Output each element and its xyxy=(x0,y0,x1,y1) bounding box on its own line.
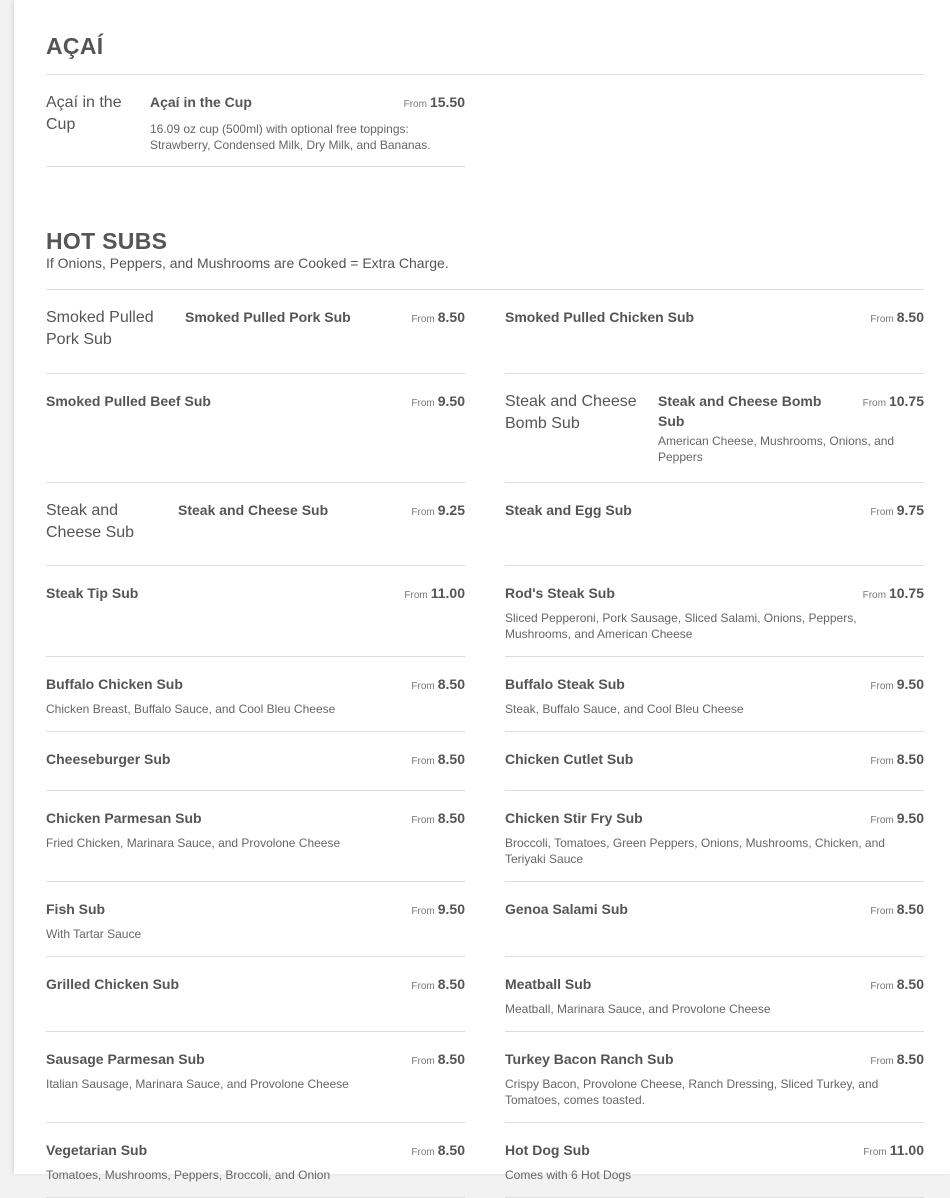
price-from-label: From xyxy=(870,507,894,518)
item-name: Rod's Steak Sub xyxy=(505,585,615,601)
price-value: 8.50 xyxy=(896,751,924,767)
menu-item-hot-dog-sub[interactable] xyxy=(505,1123,924,1198)
item-description: Comes with 6 Hot Dogs xyxy=(505,1168,632,1182)
price-from-label: From xyxy=(870,756,894,767)
item-description: American Cheese, Mushrooms, Onions, and Peppers xyxy=(658,434,895,464)
item-description: With Tartar Sauce xyxy=(46,927,142,941)
item-description: 16.09 oz cup (500ml) with optional free toppings: Strawberry, Condensed Milk, Dry Milk, and Bananas. xyxy=(150,122,431,152)
item-body xyxy=(46,1049,465,1122)
item-price xyxy=(870,808,924,831)
item-name: Cheeseburger Sub xyxy=(46,751,171,767)
menu-item-sausage-parmesan-sub[interactable] xyxy=(46,1032,465,1123)
item-body xyxy=(178,500,465,565)
item-name: Steak and Cheese Bomb Sub xyxy=(658,393,822,429)
item-body xyxy=(46,674,465,731)
item-image[interactable]: Steak and Cheese Bomb Sub xyxy=(505,393,637,432)
item-description: Broccoli, Tomatoes, Green Peppers, Onions, Mushrooms, Chicken, and Teriyaki Sauce xyxy=(505,836,885,866)
item-name: Açaí in the Cup xyxy=(150,94,252,110)
item-price xyxy=(411,899,465,922)
item-head xyxy=(505,674,924,697)
menu-item-rods-steak-sub[interactable] xyxy=(505,566,924,657)
item-body xyxy=(46,974,465,1031)
price-value: 11.00 xyxy=(889,1142,924,1158)
item-price xyxy=(863,1140,924,1163)
item-body xyxy=(46,391,465,482)
price-from-label: From xyxy=(870,906,894,917)
item-head xyxy=(150,92,465,115)
price-value: 9.50 xyxy=(896,676,924,692)
item-body xyxy=(150,92,465,166)
item-body xyxy=(658,391,924,482)
item-name: Smoked Pulled Chicken Sub xyxy=(505,309,695,325)
item-description: Fried Chicken, Marinara Sauce, and Provolone Cheese xyxy=(46,836,341,850)
price-from-label: From xyxy=(870,314,894,325)
price-value: 15.50 xyxy=(429,94,465,110)
menu-item-smoked-pulled-chicken-sub[interactable] xyxy=(505,290,924,374)
item-body xyxy=(505,808,924,881)
item-description: Sliced Pepperoni, Pork Sausage, Sliced Salami, Onions, Peppers, Mushrooms, and American Cheese xyxy=(505,611,857,641)
item-price xyxy=(411,500,465,523)
price-value: 9.50 xyxy=(896,810,924,826)
menu-item-smoked-pulled-beef-sub[interactable] xyxy=(46,374,465,483)
price-value: 8.50 xyxy=(437,309,465,325)
item-name: Buffalo Steak Sub xyxy=(505,676,625,692)
item-price xyxy=(870,899,924,922)
price-value: 8.50 xyxy=(437,751,465,767)
item-price xyxy=(411,749,465,772)
price-from-label: From xyxy=(411,756,435,767)
item-price xyxy=(870,307,924,330)
item-image[interactable]: Steak and Cheese Sub xyxy=(46,502,135,541)
item-name: Smoked Pulled Pork Sub xyxy=(185,309,351,325)
item-image[interactable]: Açaí in the Cup xyxy=(46,94,122,133)
item-price xyxy=(404,583,465,606)
item-head xyxy=(46,974,465,997)
item-head xyxy=(658,391,924,431)
item-name: Chicken Stir Fry Sub xyxy=(505,810,643,826)
price-value: 8.50 xyxy=(896,309,924,325)
item-price xyxy=(404,92,465,115)
section-note: If Onions, Peppers, and Mushrooms are Cooked = Extra Charge. xyxy=(46,255,449,271)
price-from-label: From xyxy=(862,398,886,409)
item-name: Steak Tip Sub xyxy=(46,585,139,601)
item-head xyxy=(505,899,924,922)
menu-item-chicken-cutlet-sub[interactable] xyxy=(505,732,924,791)
price-value: 8.50 xyxy=(437,1051,465,1067)
item-image[interactable]: Smoked Pulled Pork Sub xyxy=(46,309,154,348)
menu-item-smoked-pulled-pork-sub[interactable] xyxy=(46,290,465,374)
item-head xyxy=(505,307,924,330)
menu-item-buffalo-steak-sub[interactable] xyxy=(505,657,924,732)
item-head xyxy=(46,899,465,922)
item-head xyxy=(505,1049,924,1072)
item-name: Steak and Cheese Sub xyxy=(178,502,329,518)
price-value: 8.50 xyxy=(437,810,465,826)
price-from-label: From xyxy=(870,815,894,826)
menu-grid xyxy=(46,75,924,167)
price-value: 8.50 xyxy=(437,1142,465,1158)
item-name: Buffalo Chicken Sub xyxy=(46,676,183,692)
price-value: 10.75 xyxy=(888,393,924,409)
menu-item-vegetarian-sub[interactable] xyxy=(46,1123,465,1198)
price-value: 9.25 xyxy=(437,502,465,518)
price-from-label: From xyxy=(870,1056,894,1067)
item-description: Chicken Breast, Buffalo Sauce, and Cool Bleu Cheese xyxy=(46,702,336,716)
price-from-label: From xyxy=(411,681,435,692)
price-value: 9.50 xyxy=(437,393,465,409)
price-value: 8.50 xyxy=(896,1051,924,1067)
item-body xyxy=(505,1049,924,1122)
item-name: Meatball Sub xyxy=(505,976,592,992)
item-body xyxy=(505,307,924,373)
item-head xyxy=(185,307,465,330)
menu-item-genoa-salami-sub[interactable] xyxy=(505,882,924,957)
item-head xyxy=(46,808,465,831)
menu-grid xyxy=(46,290,924,1198)
item-body xyxy=(46,1140,465,1197)
menu-item-turkey-bacon-ranch-sub[interactable] xyxy=(505,1032,924,1123)
item-head xyxy=(46,391,465,414)
menu-item-grilled-chicken-sub[interactable] xyxy=(46,957,465,1032)
item-head xyxy=(46,583,465,606)
price-from-label: From xyxy=(411,398,435,409)
item-name: Genoa Salami Sub xyxy=(505,901,628,917)
item-body xyxy=(505,583,924,656)
item-price xyxy=(863,391,924,414)
item-price xyxy=(411,307,465,330)
price-value: 11.00 xyxy=(430,585,465,601)
price-from-label: From xyxy=(411,1147,435,1158)
item-name: Sausage Parmesan Sub xyxy=(46,1051,205,1067)
price-value: 8.50 xyxy=(437,676,465,692)
item-description: Italian Sausage, Marinara Sauce, and Provolone Cheese xyxy=(46,1077,349,1091)
item-price xyxy=(870,749,924,772)
item-name: Steak and Egg Sub xyxy=(505,502,632,518)
price-from-label: From xyxy=(404,590,428,601)
menu-item-steak-and-cheese-sub[interactable] xyxy=(46,483,465,566)
item-name: Smoked Pulled Beef Sub xyxy=(46,393,211,409)
price-from-label: From xyxy=(411,507,435,518)
price-from-label: From xyxy=(411,815,435,826)
price-from-label: From xyxy=(863,1147,887,1158)
item-price xyxy=(411,391,465,414)
menu-item-steak-and-cheese-bomb-sub[interactable] xyxy=(505,374,924,483)
price-value: 8.50 xyxy=(896,901,924,917)
menu-page xyxy=(14,0,950,1182)
price-from-label: From xyxy=(411,314,435,325)
menu-item-steak-tip-sub[interactable] xyxy=(46,566,465,657)
item-head xyxy=(178,500,465,523)
price-value: 8.50 xyxy=(437,976,465,992)
item-price xyxy=(870,1049,924,1072)
item-price xyxy=(870,500,924,523)
item-price xyxy=(870,674,924,697)
item-price xyxy=(411,974,465,997)
item-name: Grilled Chicken Sub xyxy=(46,976,180,992)
price-value: 10.75 xyxy=(888,585,924,601)
price-from-label: From xyxy=(403,99,427,110)
item-body xyxy=(505,749,924,790)
item-name: Chicken Parmesan Sub xyxy=(46,810,202,826)
item-head xyxy=(505,1140,924,1163)
item-head xyxy=(46,1140,465,1163)
item-head xyxy=(46,1049,465,1072)
item-description: Tomatoes, Mushrooms, Peppers, Broccoli, and Onion xyxy=(46,1168,331,1182)
item-description: Crispy Bacon, Provolone Cheese, Ranch Dressing, Sliced Turkey, and Tomatoes, comes toasted. xyxy=(505,1077,879,1107)
item-body xyxy=(505,500,924,565)
price-from-label: From xyxy=(411,1056,435,1067)
item-price xyxy=(870,974,924,997)
item-description: Meatball, Marinara Sauce, and Provolone Cheese xyxy=(505,1002,771,1016)
price-from-label: From xyxy=(411,906,435,917)
menu-item-cheeseburger-sub[interactable] xyxy=(46,732,465,791)
item-head xyxy=(505,808,924,831)
price-value: 9.50 xyxy=(437,901,465,917)
item-head xyxy=(505,500,924,523)
item-body xyxy=(46,749,465,790)
item-head xyxy=(505,749,924,772)
item-body xyxy=(505,674,924,731)
menu-item-acai-in-the-cup[interactable] xyxy=(46,75,465,167)
price-from-label: From xyxy=(870,681,894,692)
price-from-label: From xyxy=(411,981,435,992)
item-price xyxy=(863,583,924,606)
item-body xyxy=(505,899,924,956)
item-name: Hot Dog Sub xyxy=(505,1142,590,1158)
item-description: Steak, Buffalo Sauce, and Cool Bleu Cheese xyxy=(505,702,744,716)
item-body xyxy=(46,899,465,956)
price-value: 9.75 xyxy=(896,502,924,518)
menu-item-buffalo-chicken-sub[interactable] xyxy=(46,657,465,732)
item-name: Chicken Cutlet Sub xyxy=(505,751,634,767)
price-value: 8.50 xyxy=(896,976,924,992)
section-title: HOT SUBS xyxy=(46,228,168,254)
item-name: Fish Sub xyxy=(46,901,106,917)
menu-item-fish-sub[interactable] xyxy=(46,882,465,957)
item-price xyxy=(411,1140,465,1163)
item-name: Vegetarian Sub xyxy=(46,1142,148,1158)
item-name: Turkey Bacon Ranch Sub xyxy=(505,1051,674,1067)
item-body xyxy=(46,808,465,881)
menu-item-steak-and-egg-sub[interactable] xyxy=(505,483,924,566)
item-price xyxy=(411,1049,465,1072)
item-price xyxy=(411,808,465,831)
section-title: AÇAÍ xyxy=(46,33,104,59)
menu-item-chicken-parmesan-sub[interactable] xyxy=(46,791,465,882)
item-body xyxy=(505,1140,924,1197)
item-head xyxy=(505,583,924,606)
price-from-label: From xyxy=(862,590,886,601)
price-from-label: From xyxy=(870,981,894,992)
item-price xyxy=(411,674,465,697)
item-head xyxy=(46,674,465,697)
menu-item-meatball-sub[interactable] xyxy=(505,957,924,1032)
item-body xyxy=(46,583,465,656)
menu-item-chicken-stir-fry-sub[interactable] xyxy=(505,791,924,882)
item-head xyxy=(505,974,924,997)
item-body xyxy=(185,307,465,373)
item-head xyxy=(46,749,465,772)
item-body xyxy=(505,974,924,1031)
